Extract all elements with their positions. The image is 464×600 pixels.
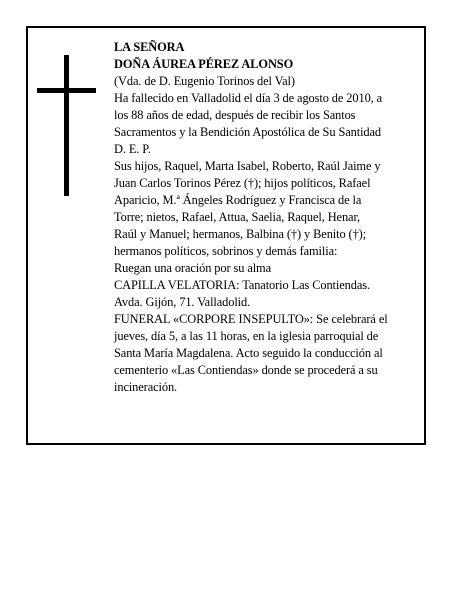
text-line: jueves, día 5, a las 11 horas, en la iglesia parroquial de [114,329,379,343]
prayer-line: Ruegan una oración por su alma [114,261,271,275]
text-line: Raúl y Manuel; hermanos, Balbina (†) y Benito (†); [114,227,367,241]
text-line: los 88 años de edad, después de recibir los Santos [114,108,356,122]
text-line: Torre; nietos, Rafael, Attua, Saelia, Raquel, Henar, [114,210,360,224]
text-line: cementerio «Las Contiendas» donde se procederá a su [114,363,378,377]
address-line: Avda. Gijón, 71. Valladolid. [114,295,251,309]
chapel-line: CAPILLA VELATORIA: Tanatorio Las Contiendas. [114,278,370,292]
obituary-text [114,39,426,396]
text-line: Ha fallecido en Valladolid el día 3 de agosto de 2010, a [114,91,383,105]
text-line: Sacramentos y la Bendición Apostólica de Su Santidad [114,125,382,139]
text-line: Juan Carlos Torinos Pérez (†); hijos políticos, Rafael [114,176,371,190]
text-line: Santa María Magdalena. Acto seguido la conducción al [114,346,383,360]
text-line: hermanos políticos, sobrinos y demás familia: [114,244,338,258]
text-line: Sus hijos, Raquel, Marta Isabel, Roberto, Raúl Jaime y [114,159,381,173]
rip-line: D. E. P. [114,142,151,156]
text-line: Aparicio, M.ª Ángeles Rodríguez y Francisca de la [114,193,362,207]
funeral-line: FUNERAL «CORPORE INSEPULTO»: Se celebrará el [114,312,388,326]
text-line: incineración. [114,380,178,394]
deceased-title: LA SEÑORA [114,40,185,54]
widow-line: (Vda. de D. Eugenio Torinos del Val) [114,74,295,88]
cross-vertical-bar [64,55,69,196]
deceased-name: DOÑA ÁUREA PÉREZ ALONSO [114,57,294,71]
cross-horizontal-bar [37,88,96,93]
